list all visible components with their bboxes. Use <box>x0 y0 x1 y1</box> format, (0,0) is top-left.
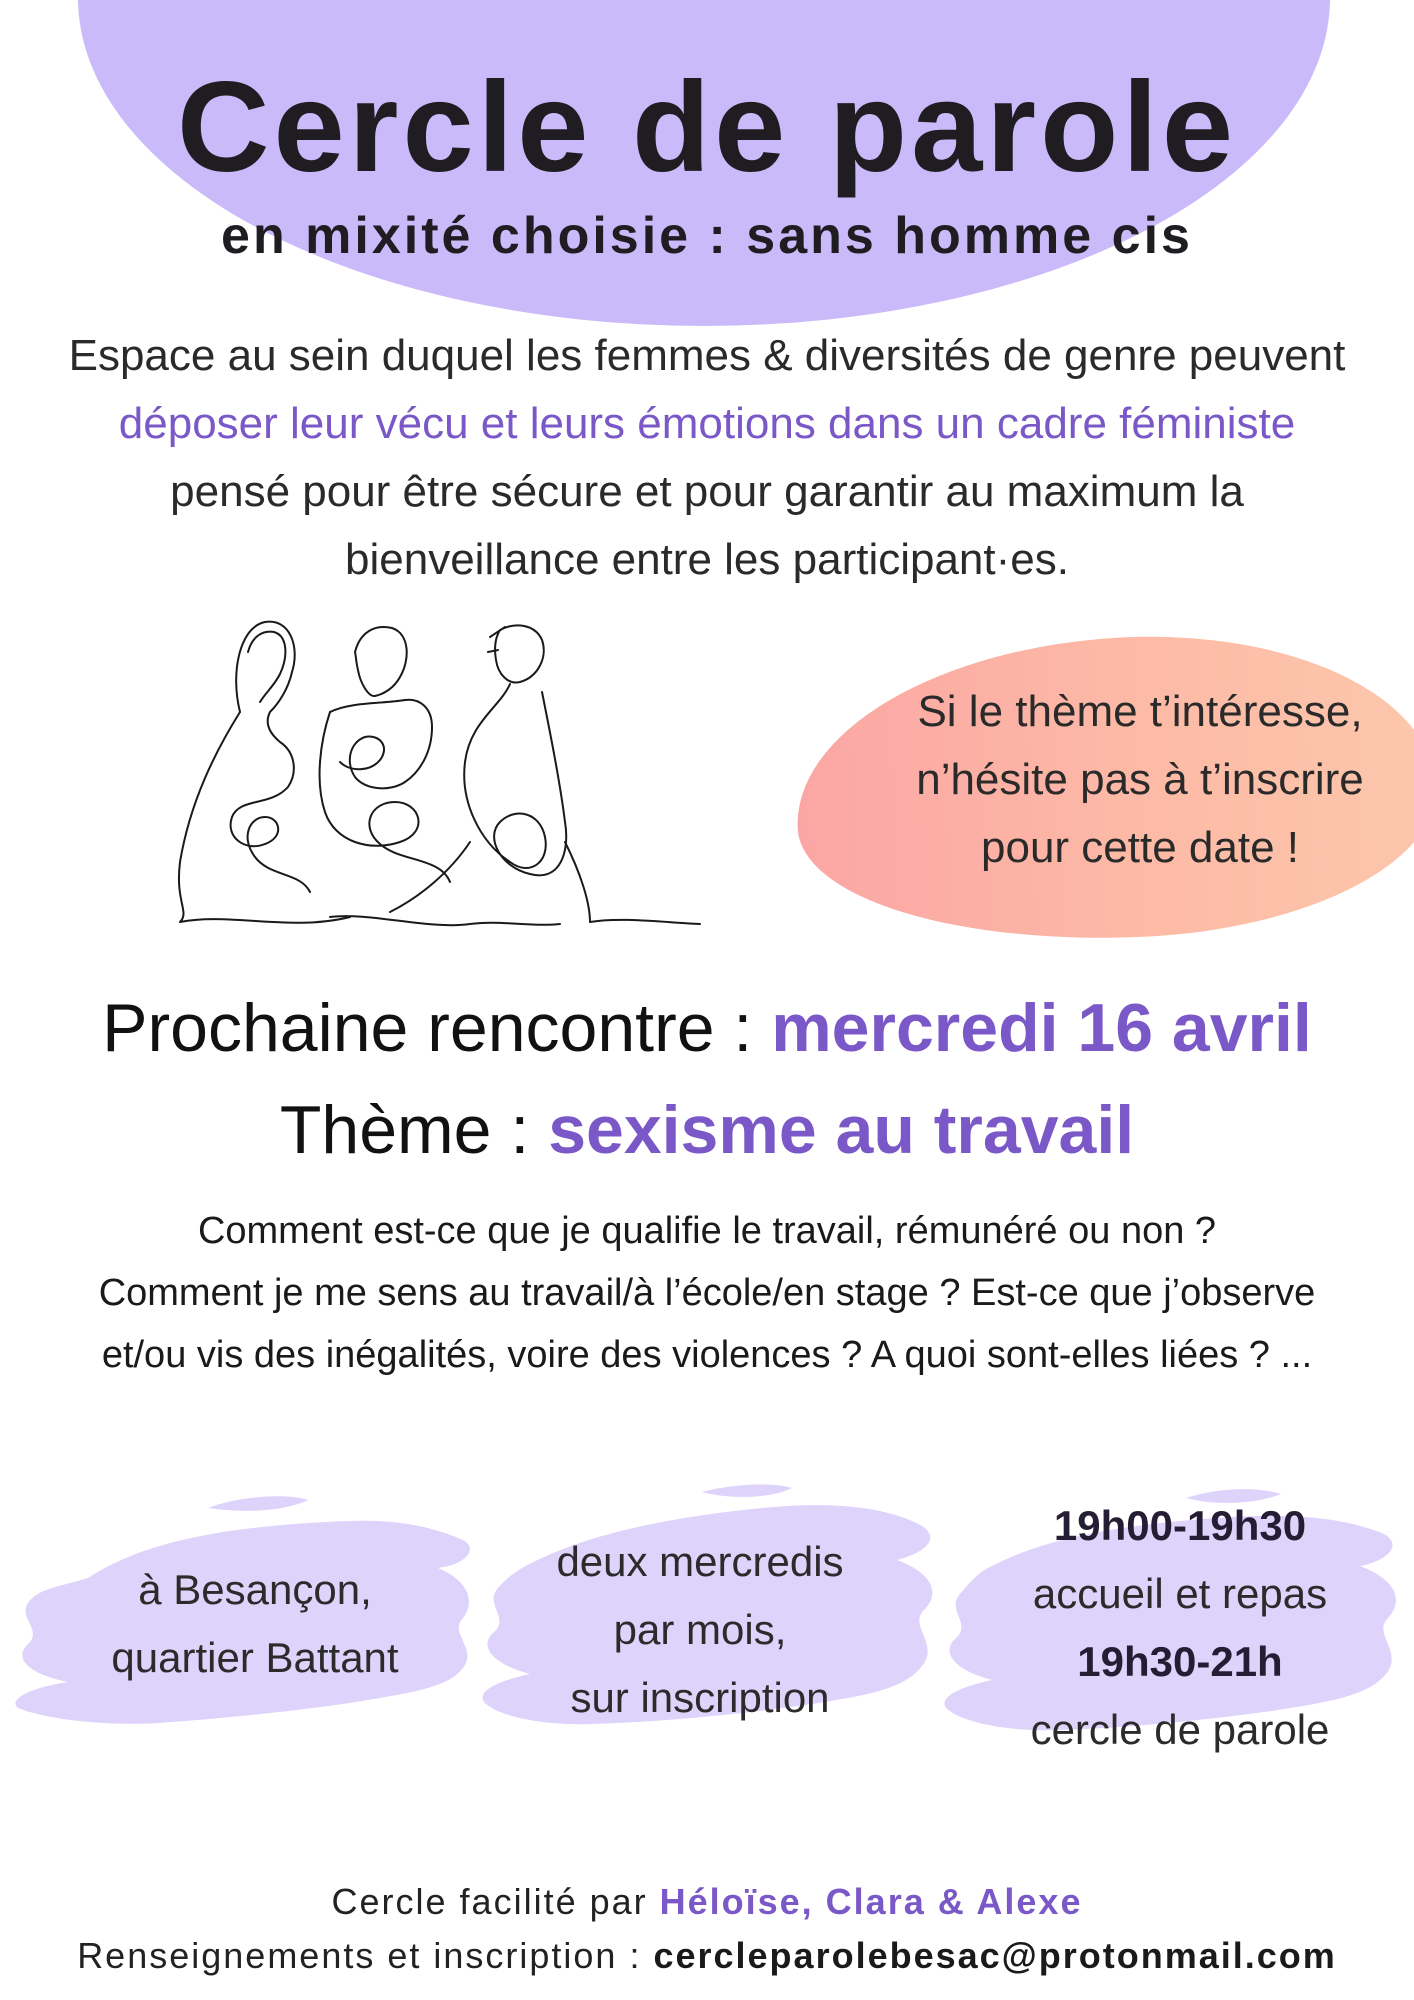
ground-line <box>330 916 560 925</box>
frequency-line: deux mercredis <box>556 1538 844 1585</box>
intro-line: Espace au sein duquel les femmes & diversités de genre peuvent <box>68 331 1346 380</box>
contact-email[interactable]: cercleparolebesac@protonmail.com <box>653 1935 1337 1976</box>
intro-line: bienveillance entre les participant·es. <box>345 535 1069 584</box>
info-schedule <box>960 1492 1400 1764</box>
question-line: et/ou vis des inégalités, voire des violences ? A quoi sont-elles liées ? ... <box>101 1334 1313 1376</box>
schedule-time: 19h30-21h <box>1077 1638 1283 1685</box>
question-line: Comment est-ce que je qualifie le travail, rémunéré ou non ? <box>197 1210 1217 1252</box>
poster-subtitle: en mixité choisie : sans homme cis <box>221 207 1193 265</box>
theme-value: sexisme au travail <box>548 1092 1135 1168</box>
callout-line: Si le thème t’intéresse, <box>917 687 1363 736</box>
callout-text <box>870 678 1410 882</box>
contact-line <box>0 1930 1414 1982</box>
questions-paragraph <box>0 1200 1414 1386</box>
next-meeting-line <box>0 986 1414 1070</box>
facilitators-names: Héloïse, Clara & Alexe <box>659 1881 1083 1922</box>
figure-left-hair <box>248 632 285 702</box>
intro-paragraph <box>0 322 1414 594</box>
info-frequency <box>480 1528 920 1732</box>
schedule-activity: cercle de parole <box>1030 1706 1330 1753</box>
figure-middle-body <box>330 700 432 789</box>
frequency-line: par mois, <box>613 1606 787 1653</box>
facilitators-label: Cercle facilité par <box>331 1881 660 1922</box>
theme-label: Thème : <box>279 1092 549 1168</box>
contact-label: Renseignements et inscription : <box>77 1935 654 1976</box>
line-art-people-illustration <box>170 612 710 942</box>
facilitators-line <box>0 1876 1414 1928</box>
location-line: quartier Battant <box>111 1634 399 1681</box>
theme-line <box>0 1088 1414 1172</box>
info-location <box>40 1556 470 1692</box>
frequency-line: sur inscription <box>570 1674 830 1721</box>
callout-line: pour cette date ! <box>981 823 1299 872</box>
figure-right-head <box>488 625 544 682</box>
figure-right-body <box>464 684 566 875</box>
figure-left-outline <box>231 622 310 892</box>
schedule-time: 19h00-19h30 <box>1053 1502 1307 1549</box>
intro-highlight-line: déposer leur vécu et leurs émotions dans un cadre féministe <box>118 399 1296 448</box>
question-line: Comment je me sens au travail/à l’école/en stage ? Est-ce que j’observe <box>98 1272 1316 1314</box>
figure-middle-outline <box>355 627 407 696</box>
next-meeting-date: mercredi 16 avril <box>771 990 1312 1066</box>
intro-line: pensé pour être sécure et pour garantir au maximum la <box>170 467 1244 516</box>
schedule-activity: accueil et repas <box>1032 1570 1328 1617</box>
location-line: à Besançon, <box>138 1566 372 1613</box>
next-meeting-label: Prochaine rencontre : <box>102 990 772 1066</box>
callout-line: n’hésite pas à t’inscrire <box>916 755 1364 804</box>
poster-title: Cercle de parole <box>177 56 1237 199</box>
